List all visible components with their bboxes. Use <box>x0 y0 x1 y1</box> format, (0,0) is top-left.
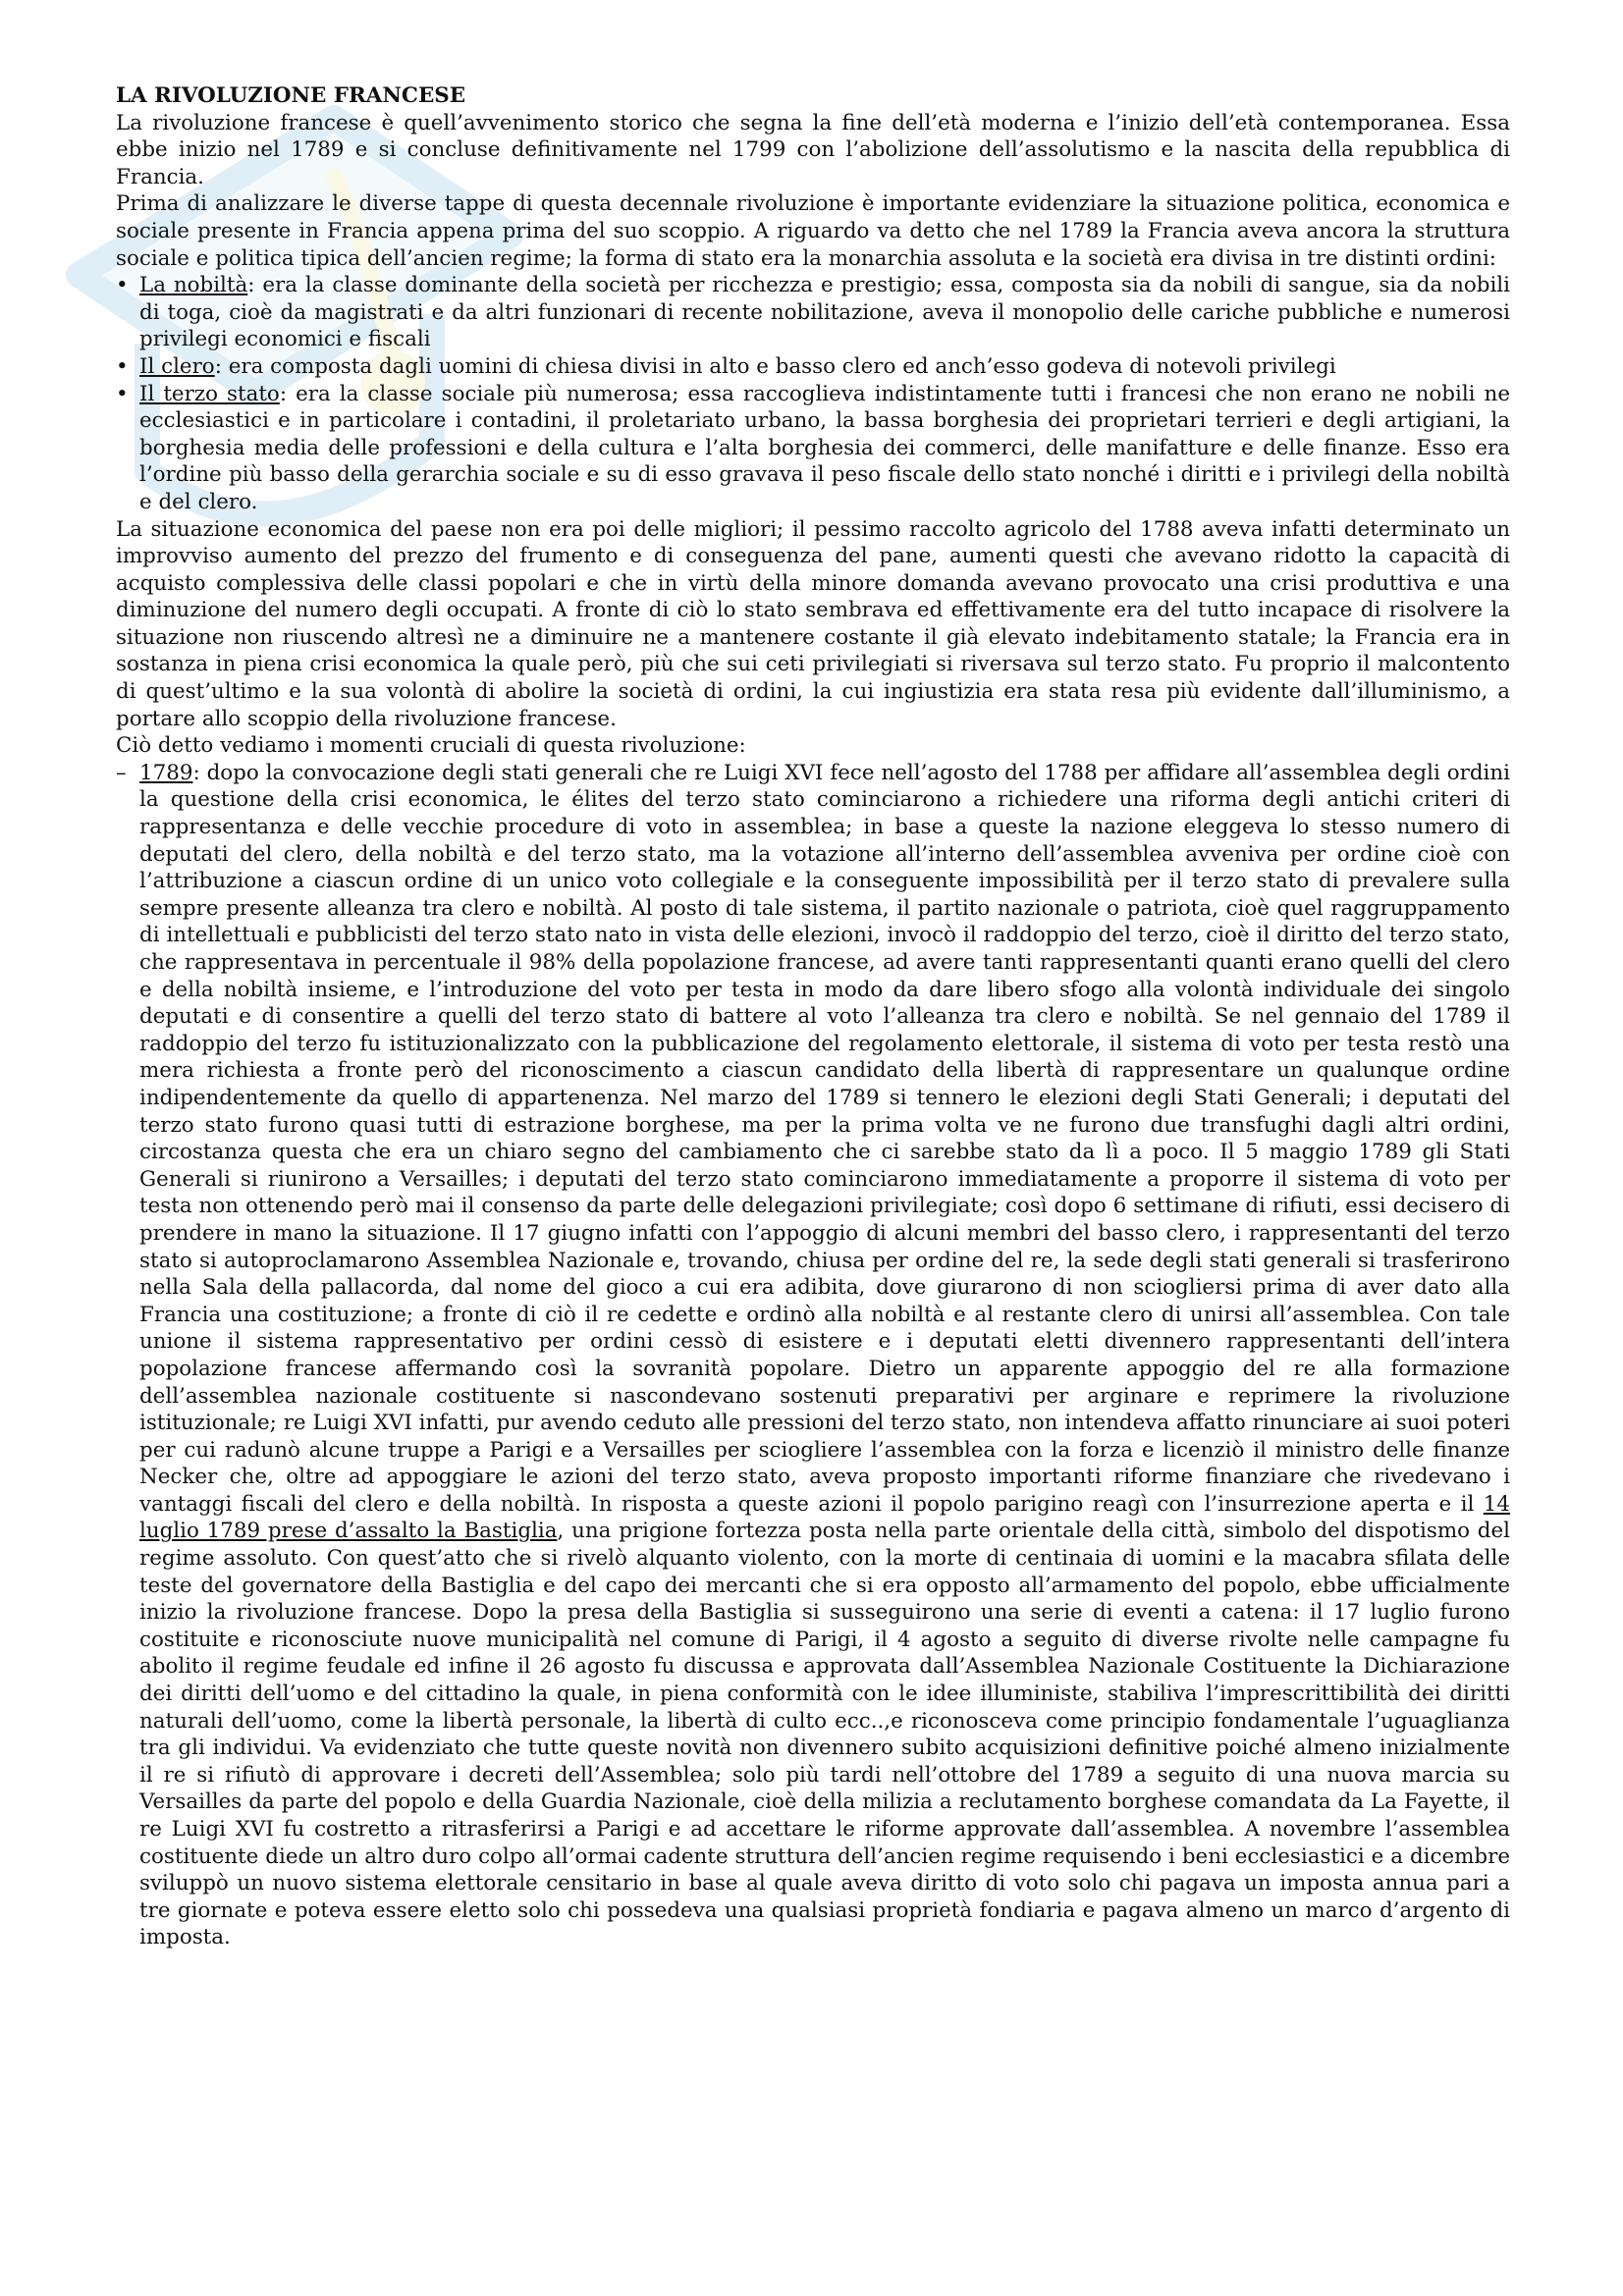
list-item-1789 <box>116 760 1510 1951</box>
moments-list <box>116 760 1510 1951</box>
term-third-estate: Il terzo stato <box>139 381 280 406</box>
document-title: LA RIVOLUZIONE FRANCESE <box>116 83 465 108</box>
text-clergy: : era composta dagli uomini di chiesa divisi in alto e basso clero ed anch’esso godeva di notevoli privilegi <box>214 353 1336 379</box>
intro-paragraph-1: La rivoluzione francese è quell’avvenimento storico che segna la fine dell’età moderna e l’inizio dell’età contemporanea. Essa ebbe inizio nel 1789 e si concluse definitivamente nel 1799 con l’abolizione dell’assolutismo e la nascita della repubblica di Francia. <box>116 110 1510 189</box>
term-nobility: La nobiltà <box>139 273 248 298</box>
list-item-nobility <box>116 272 1510 353</box>
intro-paragraph-2: Prima di analizzare le diverse tappe di questa decennale rivoluzione è importante evidenziare la situazione politica, economica e sociale presente in Francia appena prima del suo scoppio. A riguardo va detto che nel 1789 la Francia aveva ancora la struttura sociale e politica tipica dell’ancien regime; la forma di stato era la monarchia assoluta e la società era divisa in tre distinti ordini: <box>116 191 1510 271</box>
moments-intro: Ciò detto vediamo i momenti cruciali di questa rivoluzione: <box>116 733 746 759</box>
document-page <box>116 82 1510 1951</box>
list-item-clergy <box>116 353 1510 381</box>
list-item-third-estate <box>116 381 1510 516</box>
bastiglia-highlight: 14 luglio 1789 prese d’assalto la Bastiglia <box>139 1491 1510 1544</box>
text-1789-b: , una prigione fortezza posta nella parte orientale della città, simbolo del dispotismo del regime assoluto. Con quest’atto che si rivelò alquanto violento, con la morte di centinaia di uomini e la macabra sfilata delle teste del governatore della Bastiglia e del capo dei mercanti che si era opposto all’armamento del popolo, ebbe ufficialmente inizio la rivoluzione francese. Dopo la presa della Bastiglia si susseguirono una serie di eventi a catena: il 17 luglio furono costituite e riconosciute nuove municipalità nel comune di Parigi, il 4 agosto a seguito di diverse rivolte nelle campagne fu abolito il regime feudale ed infine il 26 agosto fu discussa e approvata dall’Assemblea Nazionale Costituente la Dichiarazione dei diritti dell’uomo e del cittadino la quale, in piena conformità con le idee illuministe, stabiliva l’imprescrittibilità dei diritti naturali dell’uomo, come la libertà personale, la libertà di culto ecc..,e riconosceva come principio fondamentale l’uguaglianza tra gli individui. Va evidenziato che tutte queste novità non divennero subito acquisizioni definitive poiché almeno inizialmente il re si rifiutò di approvare i decreti dell’Assemblea; solo più tardi nell’ottobre del 1789 a seguito di una nuova marcia su Versailles da parte del popolo e della Guardia Nazionale, cioè della milizia a reclutamento borghese comandata da La Fayette, il re Luigi XVI fu costretto a ritrasferirsi a Parigi e ad accettare le riforme approvate dall’assemblea. A novembre l’assemblea costituente diede un altro duro colpo all’ormai cadente struttura dell’ancien regime requisendo i beni ecclesiastici e a dicembre sviluppò un nuovo sistema elettorale censitario in base al quale aveva diritto di voto solo chi pagava un imposta annua pari a tre giornate e poteva essere eletto solo chi possedeva una qualsiasi proprietà fondiaria e pagava almeno un marco d’argento di imposta. <box>139 1519 1511 1950</box>
text-third-estate: : era la classe sociale più numerosa; essa raccoglieva indistintamente tutti i francesi che non erano ne nobili ne ecclesiastici e in particolare i contadini, il proletariato urbano, la bassa borghesia dei proprietari terrieri e degli artigiani, la borghesia media delle professioni e della cultura e l’alta borghesia dei commerci, delle manifatture e delle finanze. Esso era l’ordine più basso della gerarchia sociale e su di esso gravava il peso fiscale dello stato nonché i diritti e i privilegi della nobiltà e del clero. <box>139 381 1510 514</box>
year-1789: 1789 <box>139 760 193 785</box>
economic-paragraph: La situazione economica del paese non era poi delle migliori; il pessimo raccolto agricolo del 1788 aveva infatti determinato un improvviso aumento del prezzo del frumento e di conseguenza del pane, aumenti questi che avevano ridotto la capacità di acquisto complessiva delle classi popolari e che in virtù della minore domanda avevano provocato una crisi produttiva e una diminuzione del numero degli occupati. A fronte di ciò lo stato sembrava ed effettivamente era del tutto incapace di risolvere la situazione non riuscendo altresì ne a diminuire ne a mantenere costante il già elevato indebitamento statale; la Francia era in sostanza in piena crisi economica la quale però, più che sui ceti privilegiati si riversava sul terzo stato. Fu proprio il malcontento di quest’ultimo e la sua volontà di abolire la società di ordini, la cui ingiustizia era stata resa più evidente dall’illuminismo, a portare allo scoppio della rivoluzione francese. <box>116 516 1510 731</box>
text-nobility: : era la classe dominante della società per ricchezza e prestigio; essa, composta sia da nobili di sangue, sia da nobili di toga, cioè da magistrati e da altri funzionari di recente nobilitazione, aveva il monopolio delle cariche pubbliche e numerosi privilegi economici e fiscali <box>139 273 1510 352</box>
orders-list <box>116 272 1510 515</box>
term-clergy: Il clero <box>139 353 215 379</box>
text-1789-a: : dopo la convocazione degli stati generali che re Luigi XVI fece nell’agosto del 1788 per affidare all’assemblea degli ordini la questione della crisi economica, le élites del terzo stato cominciarono a richiedere una riforma degli antichi criteri di rappresentanza e delle vecchie procedure di voto in assemblea; in base a queste la nazione eleggeva lo stesso numero di deputati del clero, della nobiltà e del terzo stato, ma la votazione all’interno dell’assemblea avveniva per ordine cioè con l’attribuzione a ciascun ordine di un unico voto collegiale e la conseguente impossibilità per il terzo stato di prevalere sulla sempre presente alleanza tra clero e nobiltà. Al posto di tale sistema, il partito nazionale o patriota, cioè quel raggruppamento di intellettuali e pubblicisti del terzo stato nato in vista delle elezioni, invocò il raddoppio del terzo, cioè il diritto del terzo stato, che rappresentava in percentuale il 98% della popolazione francese, ad avere tanti rappresentanti quanti erano quelli del clero e della nobiltà insieme, e l’introduzione del voto per testa in modo da dare libero sfogo alla volontà individuale dei singolo deputati e di consentire a quelli del terzo stato di battere al voto l’alleanza tra clero e nobiltà. Se nel gennaio del 1789 il raddoppio del terzo fu istituzionalizzato con la pubblicazione del regolamento elettorale, il sistema di voto per testa restò una mera richiesta a fronte però del riconoscimento a ciascun candidato della libertà di rappresentare un qualunque ordine indipendentemente da quello di appartenenza. Nel marzo del 1789 si tennero le elezioni degli Stati Generali; i deputati del terzo stato furono quasi tutti di estrazione borghese, ma per la prima volta ve ne furono due transfughi dagli altri ordini, circostanza questa che era un chiaro segno del cambiamento che ci sarebbe stato da lì a poco. Il 5 maggio 1789 gli Stati Generali si riunirono a Versailles; i deputati del terzo stato cominciarono immediatamente a proporre il sistema di voto per testa non ottenendo però mai il consenso da parte delle delegazioni privilegiate; così dopo 6 settimane di rifiuti, essi decisero di prendere in mano la situazione. Il 17 giugno infatti con l’appoggio di alcuni membri del basso clero, i rappresentanti del terzo stato si autoproclamarono Assemblea Nazionale e, trovando, chiusa per ordine del re, la sede degli stati generali si trasferirono nella Sala della pallacorda, dal nome del gioco a cui era adibita, dove giurarono di non sciogliersi prima di aver dato alla Francia una costituzione; a fronte di ciò il re cedette e ordinò alla nobiltà e al restante clero di unirsi all’assemblea. Con tale unione il sistema rappresentativo per ordini cessò di esistere e i deputati eletti divennero rappresentanti dell’intera popolazione francese affermando così la sovranità popolare. Dietro un apparente appoggio del re alla formazione dell’assemblea nazionale costituente si nascondevano sostenuti preparativi per arginare e reprimere la rivoluzione istituzionale; re Luigi XVI infatti, pur avendo ceduto alle pressioni del terzo stato, non intendeva affatto rinunciare ai suoi poteri per cui radunò alcune truppe a Parigi e a Versailles per sciogliere l’assemblea con la forza e licenziò il ministro delle finanze Necker che, oltre ad appoggiare le azioni del terzo stato, aveva proposto importanti riforme finanziare che rivedevano i vantaggi fiscali del clero e della nobiltà. In risposta a queste azioni il popolo parigino reagì con l’insurrezione aperta e il <box>139 760 1510 1517</box>
